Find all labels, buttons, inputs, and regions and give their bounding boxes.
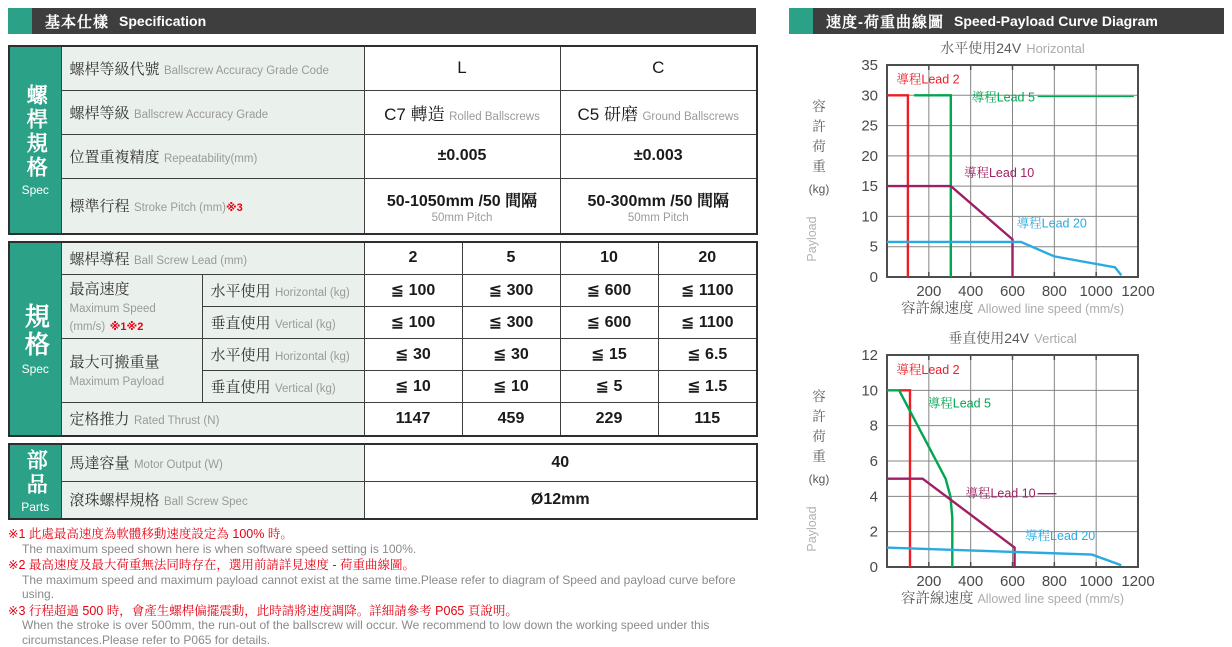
y-axis-label-char: 重: [812, 159, 826, 174]
series-label: 導程Lead 20: [1025, 529, 1096, 544]
y-axis-label-char: 荷: [812, 429, 826, 444]
group-label-en: Parts: [21, 500, 50, 514]
thrust-lead2: 1147: [364, 402, 462, 436]
payload-v-lead5: ≦ 10: [462, 370, 560, 402]
repeatability-L: ±0.005: [364, 134, 560, 178]
footnote-2-zh: ※2 最高速度及最大荷重無法同時存在，選用前請詳見速度 - 荷重曲線圖。: [8, 558, 416, 573]
thrust-lead10: 229: [560, 402, 658, 436]
x-tick-label: 400: [958, 283, 984, 300]
row-label-repeatability: 位置重複精度 Repeatability(mm): [61, 134, 364, 178]
x-tick-label: 600: [999, 573, 1026, 590]
ballscrew-spec-table: [8, 45, 758, 235]
section-title-en: Speed-Payload Curve Diagram: [954, 13, 1158, 29]
group-label-spec: [9, 242, 61, 436]
footnote-2-en: The maximum speed and maximum payload cannot exist at the same time.Please refer to diagram of Speed and payload curve before using.: [22, 572, 736, 602]
y-tick-label: 25: [861, 117, 878, 135]
speed-h-lead20: ≦ 1100: [658, 274, 757, 306]
payload-h-lead20: ≦ 6.5: [658, 338, 757, 370]
speed-payload-section-header: [789, 8, 1224, 34]
section-title-zh: 基本仕樣: [45, 13, 110, 31]
y-tick-label: 5: [869, 238, 878, 256]
stroke-pitch-L: 50-1050mm /50 間隔 50mm Pitch: [364, 178, 560, 234]
speed-v-lead10: ≦ 600: [560, 306, 658, 338]
speed-v-lead2: ≦ 100: [364, 306, 462, 338]
series-label: 導程Lead 10: [965, 486, 1036, 501]
x-tick-label: 1200: [1121, 573, 1155, 590]
row-label-ballscrew-lead: 螺桿導程 Ball Screw Lead (mm): [61, 242, 364, 274]
chart-title: 垂直使用24V Vertical: [948, 330, 1077, 346]
row-label-grade-code: 螺桿等級代號 Ballscrew Accuracy Grade Code: [61, 46, 364, 90]
y-axis-label-char: 重: [812, 449, 826, 464]
x-axis-label: 容許線速度 Allowed line speed (mm/s): [900, 591, 1125, 607]
y-tick-label: 30: [861, 87, 878, 105]
sublabel-payload-horizontal: 水平使用 Horizontal (kg): [202, 338, 364, 370]
payload-v-lead2: ≦ 10: [364, 370, 462, 402]
y-axis-label-char: 荷: [812, 139, 826, 154]
y-tick-label: 12: [861, 347, 878, 364]
payload-h-lead10: ≦ 15: [560, 338, 658, 370]
sublabel-speed-horizontal: 水平使用 Horizontal (kg): [202, 274, 364, 306]
y-axis-label-char: 許: [812, 409, 826, 424]
chart-title: 水平使用24V Horizontal: [940, 40, 1085, 56]
y-tick-label: 15: [861, 178, 878, 196]
y-tick-label: 35: [861, 57, 878, 74]
lead-2: 2: [364, 242, 462, 274]
thrust-lead5: 459: [462, 402, 560, 436]
footnotes: [8, 527, 756, 647]
footnote-1-zh: ※1 此處最高速度為軟體移動速度設定為 100% 時。: [8, 527, 293, 541]
x-tick-label: 200: [916, 573, 942, 590]
specification-section-header: [8, 8, 756, 34]
accent-square-icon: [8, 8, 32, 34]
speed-v-lead20: ≦ 1100: [658, 306, 757, 338]
x-tick-label: 600: [999, 283, 1026, 300]
footnote-1-en: The maximum speed shown here is when software speed setting is 100%.: [22, 541, 417, 556]
speed-payload-header-bar: [813, 8, 1224, 34]
series-label: 導程Lead 10: [963, 165, 1035, 180]
payload-h-lead2: ≦ 30: [364, 338, 462, 370]
speed-h-lead10: ≦ 600: [560, 274, 658, 306]
y-tick-label: 4: [869, 488, 878, 506]
accent-square-icon: [789, 8, 813, 34]
stroke-pitch-C: 50-300mm /50 間隔 50mm Pitch: [560, 178, 757, 234]
grade-code-L: L: [364, 46, 560, 90]
series-label: 導程Lead 20: [1016, 216, 1087, 231]
group-label-zh: 部品: [24, 449, 48, 497]
speed-h-lead2: ≦ 100: [364, 274, 462, 306]
y-axis-label-char: 容: [812, 99, 826, 114]
thrust-lead20: 115: [658, 402, 757, 436]
row-label-stroke-pitch: 標準行程 Stroke Pitch (mm)※3: [61, 178, 364, 234]
y-tick-label: 10: [861, 382, 878, 400]
performance-spec-table: [8, 241, 758, 437]
y-tick-label: 20: [861, 147, 878, 165]
x-tick-label: 800: [1041, 283, 1067, 300]
series-label: 導程Lead 5: [927, 396, 992, 411]
y-axis-label-char: 許: [812, 119, 826, 134]
payload-v-lead10: ≦ 5: [560, 370, 658, 402]
group-label-en: Spec: [21, 182, 49, 197]
section-title-en: Specification: [119, 13, 207, 29]
series-label: 導程Lead 2: [896, 363, 960, 378]
lead-20: 20: [658, 242, 757, 274]
parts-table: [8, 443, 758, 520]
payload-h-lead5: ≦ 30: [462, 338, 560, 370]
y-tick-label: 6: [869, 453, 878, 470]
group-label-zh: 規格: [21, 302, 50, 359]
vertical-speed-payload-chart: [789, 329, 1224, 612]
repeatability-C: ±0.003: [560, 134, 757, 178]
speed-payload-panel: [789, 8, 1224, 612]
group-label-en: Spec: [21, 361, 49, 376]
x-tick-label: 400: [958, 573, 984, 590]
y-tick-label: 0: [869, 269, 878, 286]
row-label-accuracy-grade: 螺桿等級 Ballscrew Accuracy Grade: [61, 90, 364, 134]
footnote-3-zh: ※3 行程超過 500 時，會產生螺桿偏擺震動，此時請將速度調降。詳細請參考 P065 頁說明。: [8, 603, 518, 618]
sublabel-speed-vertical: 垂直使用 Vertical (kg): [202, 306, 364, 338]
x-tick-label: 800: [1041, 573, 1067, 590]
row-label-ballscrew-spec-size: 滾珠螺桿規格 Ball Screw Spec: [61, 481, 364, 519]
series-label: 導程Lead 2: [896, 72, 960, 87]
speed-v-lead5: ≦ 300: [462, 306, 560, 338]
group-label-parts: [9, 444, 61, 519]
lead-10: 10: [560, 242, 658, 274]
group-label-ballscrew-spec: [9, 46, 61, 234]
y-axis-unit: (kg): [808, 472, 830, 486]
payload-v-lead20: ≦ 1.5: [658, 370, 757, 402]
y-axis-label-en: Payload: [805, 506, 819, 552]
x-axis-label: 容許線速度 Allowed line speed (mm/s): [900, 301, 1125, 317]
y-tick-label: 0: [869, 559, 878, 576]
grade-code-C: C: [560, 46, 757, 90]
series-label: 導程Lead 5: [971, 90, 1035, 105]
footnote-3-en: When the stroke is over 500mm, the run-out of the ballscrew will occur. We recommend to low down the working speed under this circumstances.Please refer to P065 for details.: [22, 618, 710, 647]
y-tick-label: 10: [861, 208, 878, 226]
y-tick-label: 2: [869, 523, 878, 541]
motor-output-value: 40: [364, 444, 757, 481]
y-axis-unit: (kg): [808, 182, 830, 196]
specification-panel: [8, 8, 756, 647]
group-label-zh: 螺桿規格: [24, 83, 48, 180]
y-tick-label: 8: [869, 417, 878, 435]
x-tick-label: 1000: [1079, 283, 1113, 300]
series-導程Lead 20: [887, 548, 1121, 566]
specification-header-bar: [32, 8, 756, 34]
y-axis-label-en: Payload: [805, 216, 819, 262]
row-label-rated-thrust: 定格推力 Rated Thrust (N): [61, 402, 364, 436]
ballscrew-size-value: Ø12mm: [364, 481, 757, 519]
accuracy-grade-C: C5 研磨 Ground Ballscrews: [560, 90, 757, 134]
row-label-max-speed: 最高速度 Maximum Speed (mm/s) ※1※2: [61, 274, 202, 338]
x-tick-label: 1200: [1121, 283, 1155, 300]
sublabel-payload-vertical: 垂直使用 Vertical (kg): [202, 370, 364, 402]
x-tick-label: 200: [916, 283, 942, 300]
speed-h-lead5: ≦ 300: [462, 274, 560, 306]
horizontal-speed-payload-chart: [789, 39, 1224, 322]
accuracy-grade-L: C7 轉造 Rolled Ballscrews: [364, 90, 560, 134]
lead-5: 5: [462, 242, 560, 274]
row-label-motor-output: 馬達容量 Motor Output (W): [61, 444, 364, 481]
section-title-zh: 速度-荷重曲線圖: [826, 13, 944, 31]
row-label-max-payload: 最大可搬重量 Maximum Payload: [61, 338, 202, 402]
y-axis-label-char: 容: [812, 389, 826, 404]
x-tick-label: 1000: [1079, 573, 1113, 590]
